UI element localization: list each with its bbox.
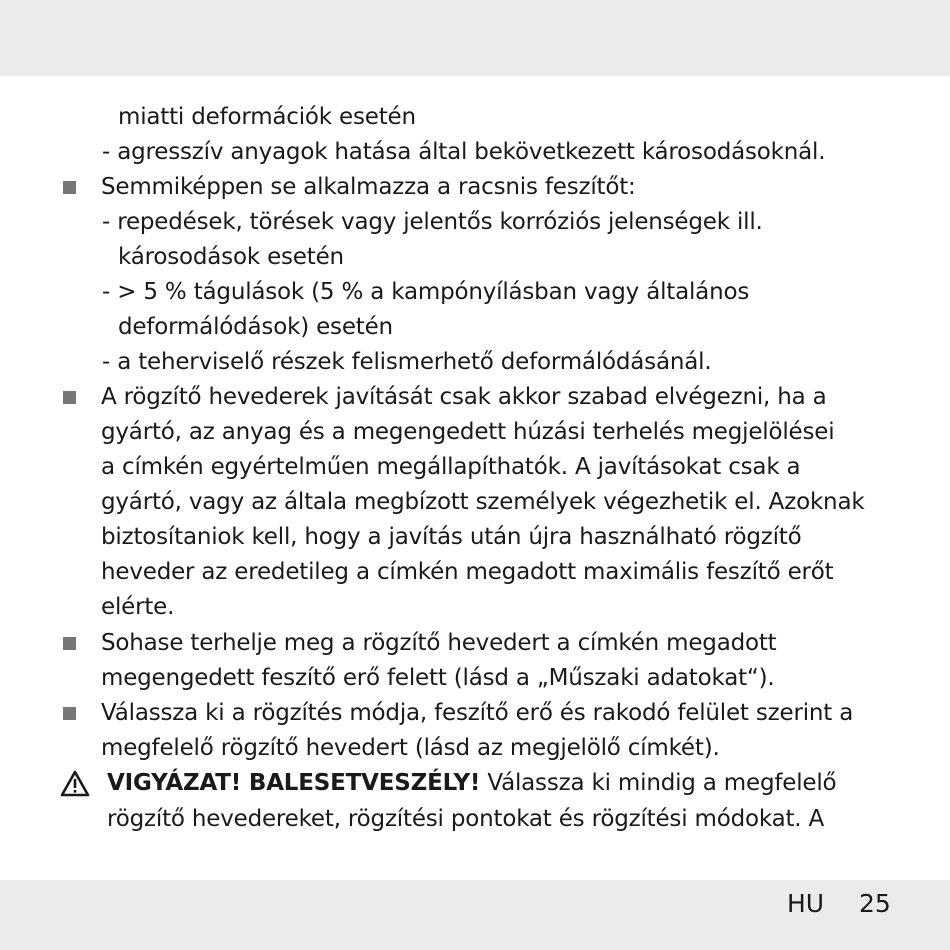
list-item: Válassza ki a rögzítés módja, feszítő erő és rakodó felület szerint a xyxy=(101,700,854,726)
list-item: Semmiképpen se alkalmazza a racsnis feszítőt: xyxy=(101,174,636,200)
list-item: A rögzítő hevederek javítását csak akkor szabad elvégezni, ha a xyxy=(101,384,827,410)
text-line: gyártó, vagy az általa megbízott személyek végezhetik el. Azoknak xyxy=(101,489,865,515)
text-line: biztosítaniok kell, hogy a javítás után újra használható rögzítő xyxy=(101,524,802,550)
top-margin-band xyxy=(0,0,950,76)
text-line: deformálódások) esetén xyxy=(118,314,393,340)
text-line: a címkén egyértelműen megállapíthatók. A javításokat csak a xyxy=(101,454,801,480)
square-bullet-icon xyxy=(63,391,76,404)
text-line: károsodások esetén xyxy=(118,244,344,270)
list-item: Sohase terhelje meg a rögzítő hevedert a címkén megadott xyxy=(101,630,777,656)
page-number: 25 xyxy=(859,889,891,918)
text-line: megengedett feszítő erő felett (lásd a „Műszaki adatokat“). xyxy=(101,665,775,691)
footer-language: HU xyxy=(787,889,825,918)
text-line: gyártó, az anyag és a megengedett húzási terhelés megjelölései xyxy=(101,419,835,445)
list-item-dash: - agresszív anyagok hatása által bekövetkezett károsodásoknál. xyxy=(102,139,826,165)
square-bullet-icon xyxy=(63,181,76,194)
list-item-dash: - a teherviselő részek felismerhető deformálódásánál. xyxy=(102,349,712,375)
text-line: miatti deformációk esetén xyxy=(118,104,416,130)
text-line: elérte. xyxy=(101,594,175,620)
warning-label: VIGYÁZAT! BALESETVESZÉLY! xyxy=(107,770,481,796)
square-bullet-icon xyxy=(63,637,76,650)
warning-text: Válassza ki mindig a megfelelő xyxy=(480,770,837,796)
text-line: rögzítő hevedereket, rögzítési pontokat és rögzítési módokat. A xyxy=(107,806,825,832)
square-bullet-icon xyxy=(63,707,76,720)
warning-triangle-icon xyxy=(60,770,90,798)
warning-line xyxy=(107,768,836,798)
text-line: heveder az eredetileg a címkén megadott maximális feszítő erőt xyxy=(101,559,834,585)
list-item-dash: - repedések, törések vagy jelentős korróziós jelenségek ill. xyxy=(102,209,763,235)
text-line: megfelelő rögzítő hevedert (lásd az megjelölő címkét). xyxy=(101,735,720,761)
list-item-dash: - > 5 % tágulások (5 % a kampónyílásban vagy általános xyxy=(102,279,750,305)
